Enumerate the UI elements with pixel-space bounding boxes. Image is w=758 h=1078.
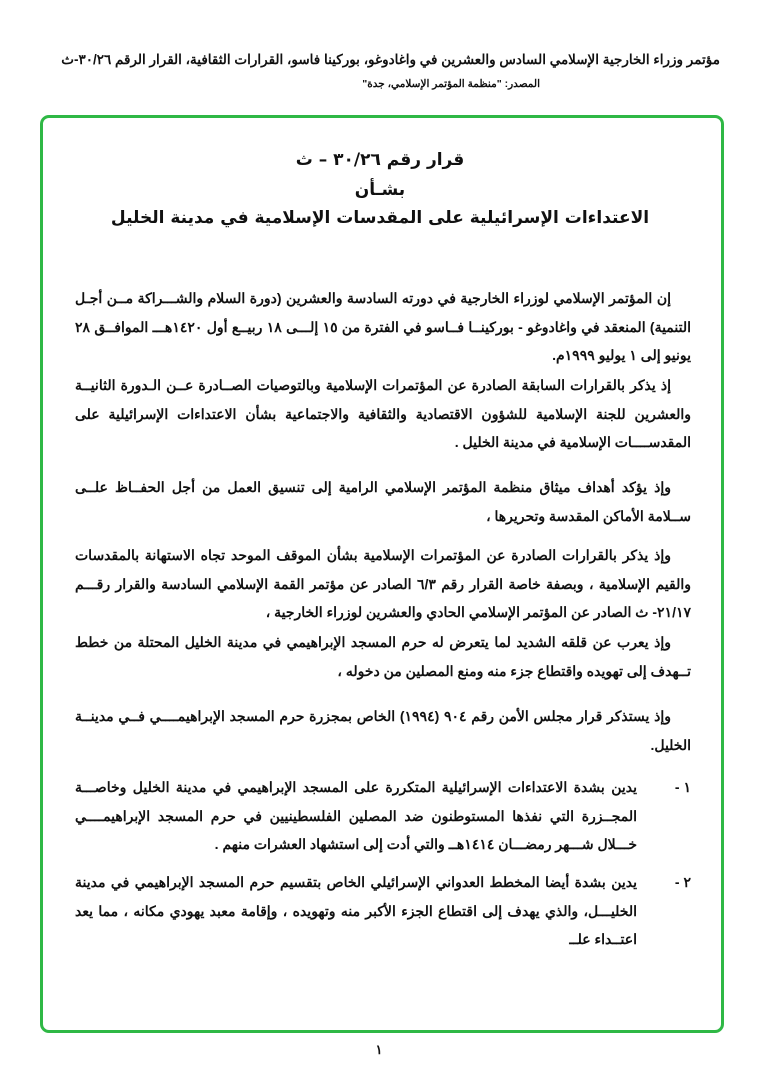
resolution-regarding: بشـأن: [354, 180, 406, 200]
resolution-number: قرار رقم ٣٠/٢٦ – ث: [295, 150, 465, 170]
paragraph: إن المؤتمر الإسلامي لوزراء الخارجية في دورته السادسة والعشرين (دورة السلام والشـــراكة مــن أجـل التنمية) المنعقد في واغادوغو - بوركينــا فــاسو في الفترة من ١٥ إلـــى ١٨ ربيــع أول ١٤٢٠هـــ الموافــق ٢٨ يونيو إلى ١ يوليو ١٩٩٩م.: [75, 290, 692, 363]
clause-text: يدين بشدة أيضا المخطط العدواني الإسرائيلي الخاص بتقسيم حرم المسجد الإبراهيمي في مدينة الخليـــل، والذي يهدف إلى اقتطاع الجزء الأكبر منه وتهويده ، وإقامة معبد يهودي مكانه ، مما يعد اعتــداء علــ: [75, 874, 637, 947]
page-number: ١: [375, 1042, 383, 1057]
paragraph: إذ يذكر بالقرارات السابقة الصادرة عن المؤتمرات الإسلامية وبالتوصيات الصــادرة عــن الـدورة الثانيــة والعشرين للجنة الإسلامية للشؤون الاقتصادية والثقافية والاجتماعية بشأن الاعتداءات الإسرائيلية على المقدســــات الإسلامية في مدينة الخليل .: [75, 377, 691, 450]
paragraph: وإذ يؤكد أهداف ميثاق منظمة المؤتمر الإسلامي الرامية إلى تنسيق العمل من أجل الحفــاظ علــى ســلامة الأماكن المقدسة وتحريرها ،: [75, 479, 691, 524]
paragraph: وإذ يذكر بالقرارات الصادرة عن المؤتمرات الإسلامية بشأن الموقف الموحد تجاه الاستهانة بالمقدسات والقيم الإسلامية ، وبصفة خاصة القرار رقم ٦/٣ الصادر عن مؤتمر القمة الإسلامي السادسة والقرار رقـــم ٢١/١٧- ث الصادر عن المؤتمر الإسلامي الحادي والعشرين لوزراء الخارجية ،: [75, 547, 691, 620]
operative-clause-1: [75, 773, 691, 859]
clause-number: ١ -: [674, 779, 691, 795]
clause-number: ٢ -: [674, 874, 691, 890]
document-source: المصدر: "منظمة المؤتمر الإسلامي، جدة": [362, 78, 540, 90]
operative-clause-2: [75, 868, 691, 954]
resolution-subject: الاعتداءات الإسرائيلية على المقدسات الإسلامية في مدينة الخليل: [110, 208, 650, 228]
paragraph: وإذ يستذكر قرار مجلس الأمن رقم ٩٠٤ (١٩٩٤) الخاص بمجزرة حرم المسجد الإبراهيمــــي فــي مدينــة الخليل.: [75, 708, 691, 753]
paragraph: وإذ يعرب عن قلقه الشديد لما يتعرض له حرم المسجد الإبراهيمي في مدينة الخليل المحتلة من خطط تــهدف إلى تهويده واقتطاع جزء منه ومنع المصلين من دخوله ،: [75, 634, 691, 679]
clause-text: يدين بشدة الاعتداءات الإسرائيلية المتكررة على المسجد الإبراهيمي في مدينة الخليل وخاصـــة المجــزرة التي نفذها المستوطنون ضد المصلين الفلسطينيين في حرم المسجد الإبراهيمــــي خـــلال شـــهر رمضـــان ١٤١٤هــ والتي أدت إلى استشهاد العشرات منهم .: [75, 779, 637, 852]
document-header: مؤتمر وزراء الخارجية الإسلامي السادس والعشرين في واغادوغو، بوركينا فاسو، القرارات الثقافية، القرار الرقم ٣٠/٢٦-ث: [61, 52, 720, 67]
